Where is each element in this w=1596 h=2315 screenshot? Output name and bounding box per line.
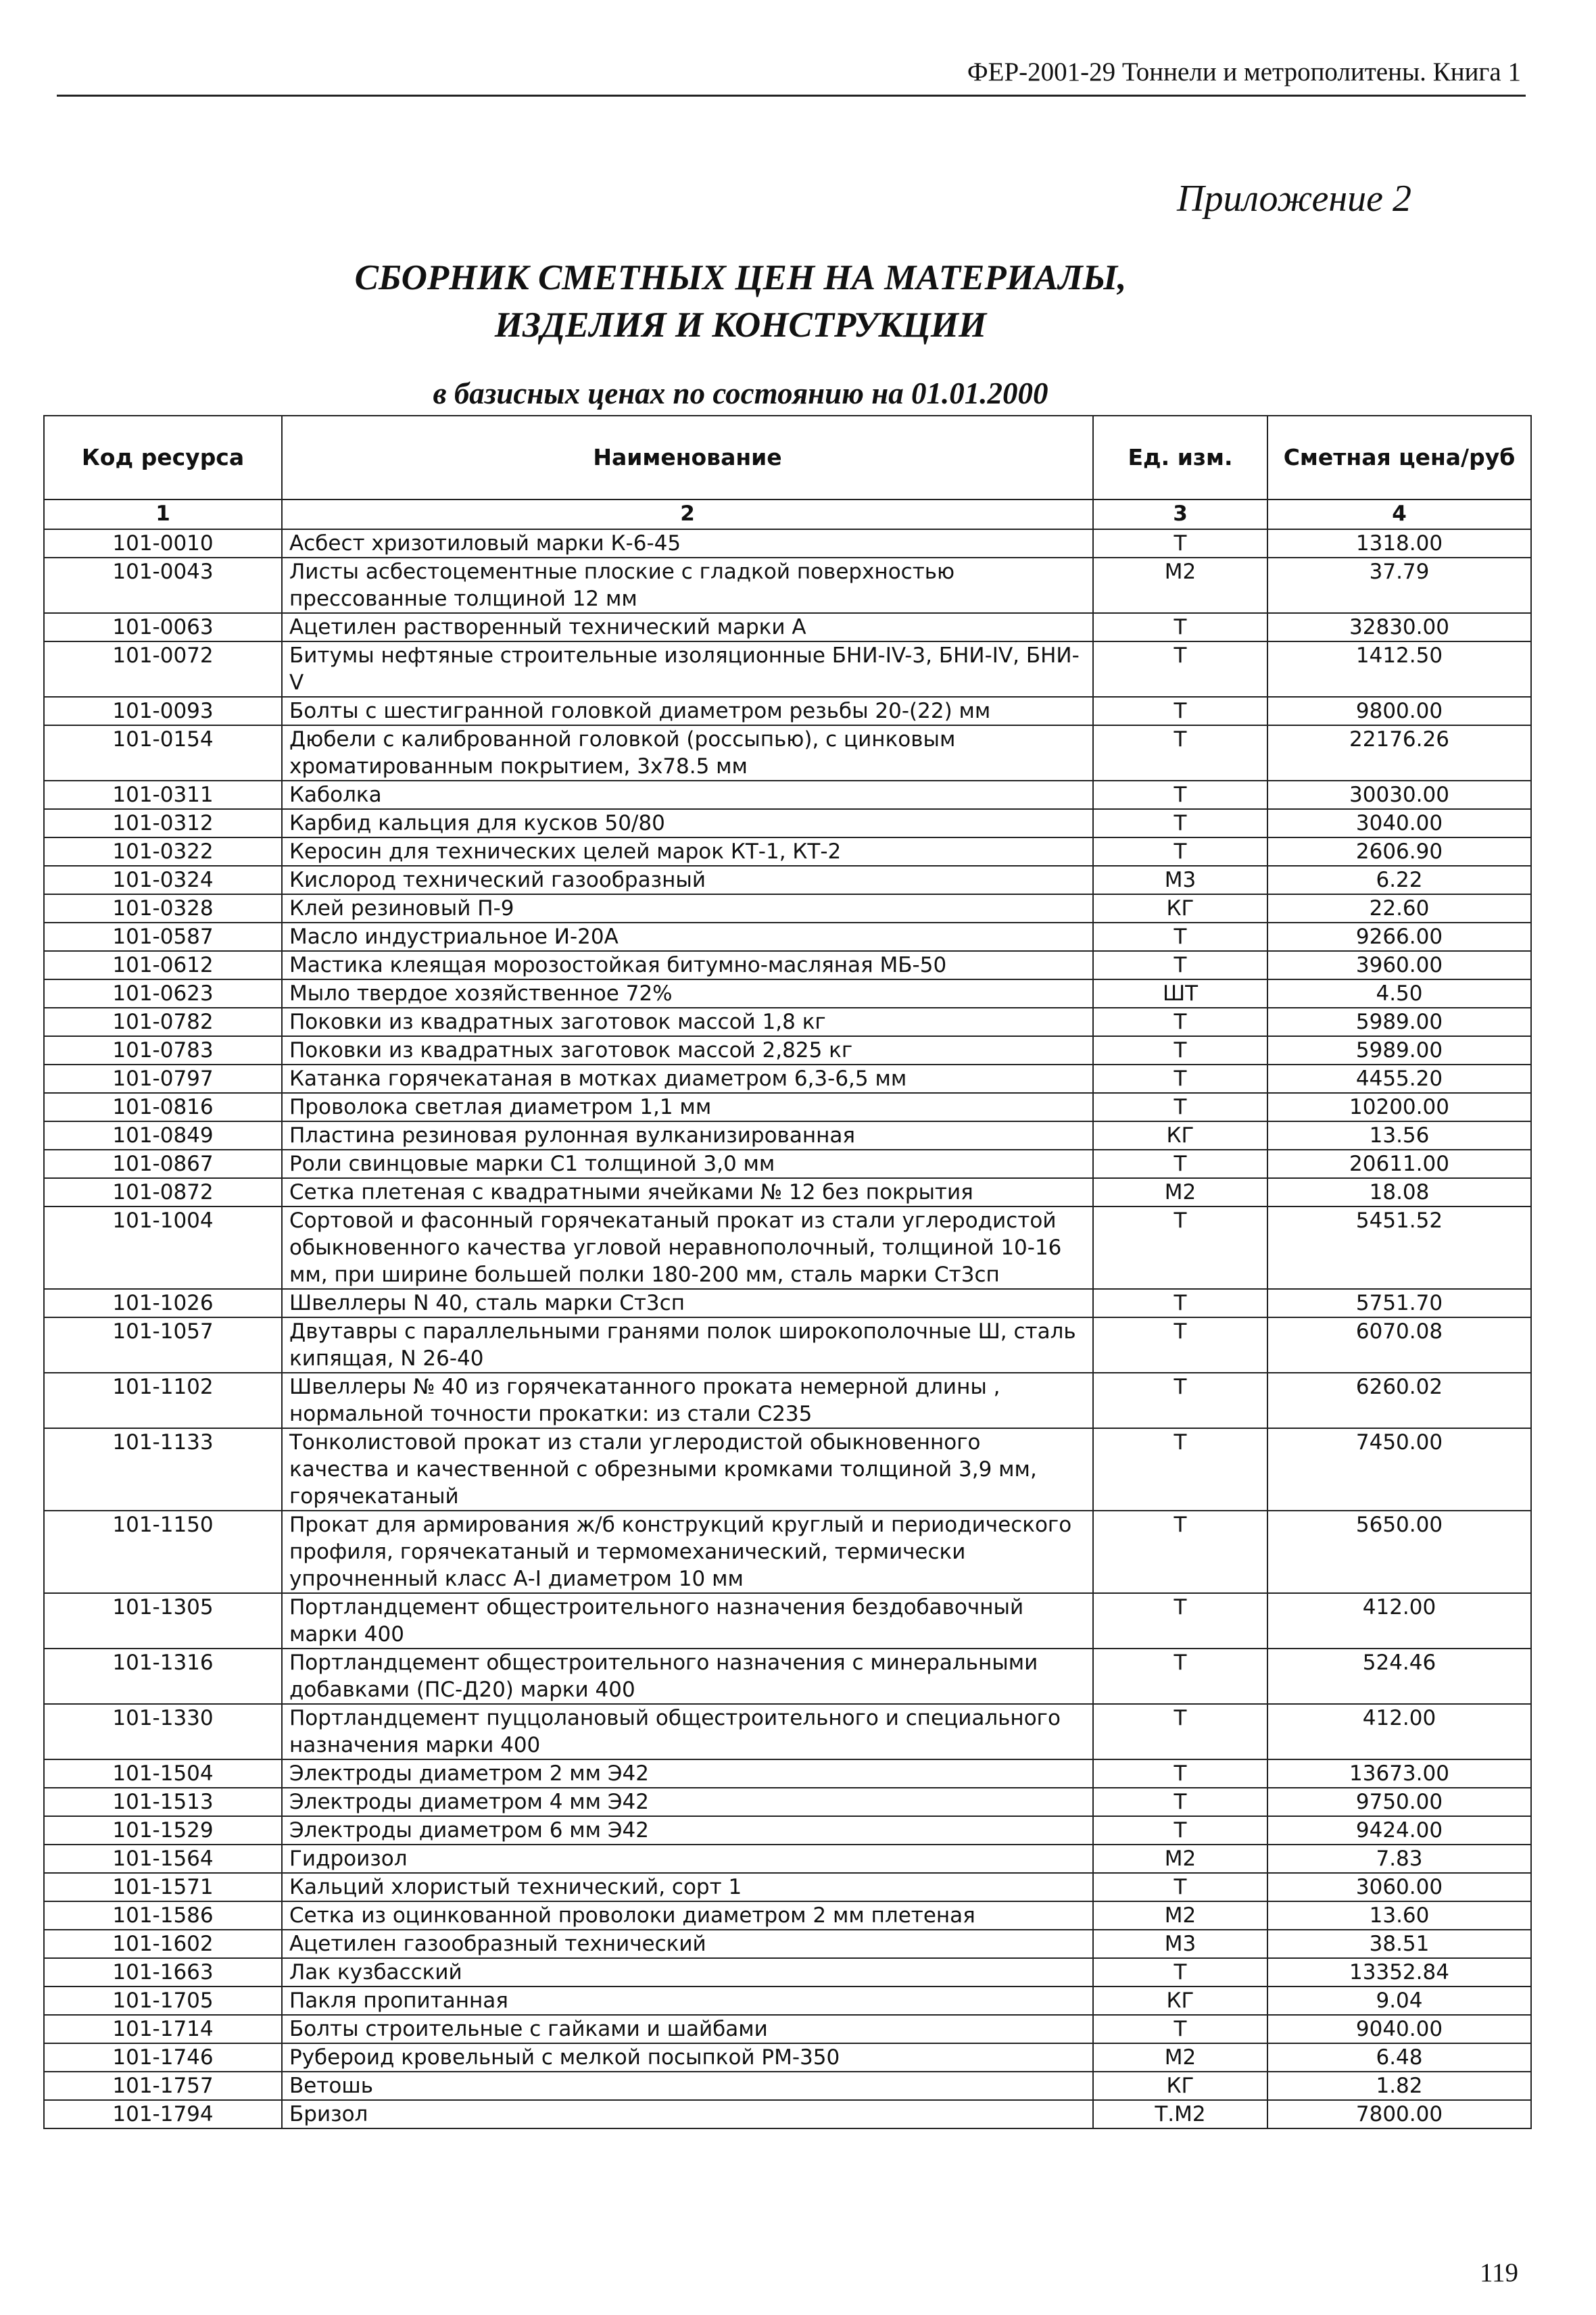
unit-cell: Т	[1093, 2015, 1267, 2043]
name-cell: Мыло твердое хозяйственное 72%	[282, 979, 1093, 1008]
price-cell: 9.04	[1267, 1987, 1531, 2015]
code-cell: 101-0612	[44, 951, 282, 979]
table-row	[44, 1930, 1531, 1958]
price-cell: 10200.00	[1267, 1093, 1531, 1121]
column-number-row	[44, 499, 1531, 529]
name-cell: Клей резиновый П-9	[282, 894, 1093, 923]
table-row	[44, 1150, 1531, 1178]
code-cell: 101-1057	[44, 1317, 282, 1373]
appendix-label: Приложение 2	[1177, 178, 1411, 220]
table-row	[44, 1987, 1531, 2015]
unit-cell: Т	[1093, 1008, 1267, 1036]
table-row	[44, 781, 1531, 809]
price-cell: 9266.00	[1267, 923, 1531, 951]
price-cell: 3960.00	[1267, 951, 1531, 979]
unit-cell: КГ	[1093, 894, 1267, 923]
unit-cell: Т.М2	[1093, 2100, 1267, 2128]
table-row	[44, 894, 1531, 923]
price-cell: 30030.00	[1267, 781, 1531, 809]
name-cell: Кальций хлористый технический, сорт 1	[282, 1873, 1093, 1901]
unit-cell: Т	[1093, 781, 1267, 809]
unit-cell: Т	[1093, 1036, 1267, 1065]
price-cell: 1412.50	[1267, 641, 1531, 697]
name-cell: Рубероид кровельный с мелкой посыпкой РМ-350	[282, 2043, 1093, 2072]
table-row	[44, 1036, 1531, 1065]
price-cell: 6.48	[1267, 2043, 1531, 2072]
unit-cell: Т	[1093, 613, 1267, 641]
name-cell: Дюбели с калиброванной головкой (россыпью), с цинковым хроматированным покрытием, 3х78.5 мм	[282, 725, 1093, 781]
table-row	[44, 1816, 1531, 1845]
column-number: 2	[282, 499, 1093, 529]
name-cell: Пакля пропитанная	[282, 1987, 1093, 2015]
code-cell: 101-0587	[44, 923, 282, 951]
name-cell: Бризол	[282, 2100, 1093, 2128]
price-cell: 5751.70	[1267, 1289, 1531, 1317]
code-cell: 101-0849	[44, 1121, 282, 1150]
table-row	[44, 1759, 1531, 1788]
price-cell: 6.22	[1267, 866, 1531, 894]
table-row	[44, 641, 1531, 697]
unit-cell: М2	[1093, 1178, 1267, 1207]
code-cell: 101-1150	[44, 1511, 282, 1593]
price-cell: 4.50	[1267, 979, 1531, 1008]
header-price: Сметная цена/руб	[1267, 416, 1531, 499]
table-row	[44, 1511, 1531, 1593]
name-cell: Поковки из квадратных заготовок массой 2,825 кг	[282, 1036, 1093, 1065]
header-rule	[57, 95, 1526, 97]
name-cell: Ацетилен растворенный технический марки А	[282, 613, 1093, 641]
price-cell: 13673.00	[1267, 1759, 1531, 1788]
name-cell: Ацетилен газообразный технический	[282, 1930, 1093, 1958]
table-row	[44, 529, 1531, 558]
name-cell: Сетка из оцинкованной проволоки диаметром 2 мм плетеная	[282, 1901, 1093, 1930]
unit-cell: Т	[1093, 1958, 1267, 1987]
table-row	[44, 2072, 1531, 2100]
unit-cell: КГ	[1093, 1987, 1267, 2015]
code-cell: 101-0623	[44, 979, 282, 1008]
table-row	[44, 923, 1531, 951]
code-cell: 101-1330	[44, 1704, 282, 1759]
unit-cell: Т	[1093, 641, 1267, 697]
unit-cell: Т	[1093, 697, 1267, 725]
price-cell: 6070.08	[1267, 1317, 1531, 1373]
table-row	[44, 1958, 1531, 1987]
price-cell: 37.79	[1267, 558, 1531, 613]
name-cell: Тонколистовой прокат из стали углеродистой обыкновенного качества и качественной с обрезными кромками толщиной 3,9 мм, горячекатаный	[282, 1428, 1093, 1511]
code-cell: 101-0782	[44, 1008, 282, 1036]
table-row	[44, 1178, 1531, 1207]
name-cell: Битумы нефтяные строительные изоляционные БНИ-IV-3, БНИ-IV, БНИ-V	[282, 641, 1093, 697]
code-cell: 101-0093	[44, 697, 282, 725]
name-cell: Болты с шестигранной головкой диаметром резьбы 20-(22) мм	[282, 697, 1093, 725]
price-cell: 18.08	[1267, 1178, 1531, 1207]
code-cell: 101-1757	[44, 2072, 282, 2100]
code-cell: 101-0043	[44, 558, 282, 613]
name-cell: Кислород технический газообразный	[282, 866, 1093, 894]
column-number: 3	[1093, 499, 1267, 529]
code-cell: 101-1746	[44, 2043, 282, 2072]
price-cell: 524.46	[1267, 1649, 1531, 1704]
unit-cell: М3	[1093, 866, 1267, 894]
name-cell: Проволока светлая диаметром 1,1 мм	[282, 1093, 1093, 1121]
table-row	[44, 1121, 1531, 1150]
name-cell: Швеллеры № 40 из горячекатанного проката немерной длины , нормальной точности прокатки: из стали С235	[282, 1373, 1093, 1428]
unit-cell: Т	[1093, 1428, 1267, 1511]
unit-cell: Т	[1093, 1373, 1267, 1428]
unit-cell: Т	[1093, 1289, 1267, 1317]
name-cell: Сетка плетеная с квадратными ячейками № 12 без покрытия	[282, 1178, 1093, 1207]
header-unit: Ед. изм.	[1093, 416, 1267, 499]
document-subtitle: в базисных ценах по состоянию на 01.01.2000	[433, 376, 1048, 410]
code-cell: 101-1513	[44, 1788, 282, 1816]
table-row	[44, 1788, 1531, 1816]
unit-cell: Т	[1093, 923, 1267, 951]
table-row	[44, 1289, 1531, 1317]
code-cell: 101-1705	[44, 1987, 282, 2015]
code-cell: 101-1714	[44, 2015, 282, 2043]
table-row	[44, 979, 1531, 1008]
unit-cell: М2	[1093, 558, 1267, 613]
price-cell: 22.60	[1267, 894, 1531, 923]
header-name: Наименование	[282, 416, 1093, 499]
code-cell: 101-1004	[44, 1207, 282, 1289]
code-cell: 101-0783	[44, 1036, 282, 1065]
table-row	[44, 1649, 1531, 1704]
column-number: 4	[1267, 499, 1531, 529]
code-cell: 101-0867	[44, 1150, 282, 1178]
running-header: ФЕР-2001-29 Тоннели и метрополитены. Книга 1	[967, 57, 1521, 87]
name-cell: Портландцемент общестроительного назначения бездобавочный марки 400	[282, 1593, 1093, 1649]
table-body	[44, 529, 1531, 2128]
code-cell: 101-0324	[44, 866, 282, 894]
code-cell: 101-1571	[44, 1873, 282, 1901]
table-row	[44, 951, 1531, 979]
name-cell: Портландцемент пуццолановый общестроительного и специального назначения марки 400	[282, 1704, 1093, 1759]
code-cell: 101-1316	[44, 1649, 282, 1704]
price-cell: 5650.00	[1267, 1511, 1531, 1593]
name-cell: Сортовой и фасонный горячекатаный прокат из стали углеродистой обыкновенного качества угловой неравнополочный, толщиной 10-16 мм, при ширине большей полки 180-200 мм, сталь марки Ст3сп	[282, 1207, 1093, 1289]
name-cell: Масло индустриальное И-20А	[282, 923, 1093, 951]
code-cell: 101-0312	[44, 809, 282, 837]
unit-cell: Т	[1093, 1317, 1267, 1373]
price-cell: 412.00	[1267, 1593, 1531, 1649]
price-cell: 38.51	[1267, 1930, 1531, 1958]
price-table	[43, 415, 1532, 2129]
name-cell: Двутавры с параллельными гранями полок широкополочные Ш, сталь кипящая, N 26-40	[282, 1317, 1093, 1373]
price-cell: 9750.00	[1267, 1788, 1531, 1816]
table-row	[44, 837, 1531, 866]
unit-cell: Т	[1093, 1649, 1267, 1704]
unit-cell: М2	[1093, 1901, 1267, 1930]
unit-cell: М3	[1093, 1930, 1267, 1958]
table-row	[44, 1317, 1531, 1373]
unit-cell: Т	[1093, 951, 1267, 979]
price-cell: 1.82	[1267, 2072, 1531, 2100]
table-row	[44, 1428, 1531, 1511]
table-row	[44, 558, 1531, 613]
price-cell: 20611.00	[1267, 1150, 1531, 1178]
unit-cell: Т	[1093, 1816, 1267, 1845]
code-cell: 101-1586	[44, 1901, 282, 1930]
unit-cell: Т	[1093, 725, 1267, 781]
price-cell: 7450.00	[1267, 1428, 1531, 1511]
code-cell: 101-0322	[44, 837, 282, 866]
name-cell: Листы асбестоцементные плоские с гладкой поверхностью прессованные толщиной 12 мм	[282, 558, 1093, 613]
price-cell: 6260.02	[1267, 1373, 1531, 1428]
unit-cell: Т	[1093, 837, 1267, 866]
table-row	[44, 1845, 1531, 1873]
name-cell: Пластина резиновая рулонная вулканизированная	[282, 1121, 1093, 1150]
name-cell: Мастика клеящая морозостойкая битумно-масляная МБ-50	[282, 951, 1093, 979]
table-row	[44, 613, 1531, 641]
name-cell: Швеллеры N 40, сталь марки Ст3сп	[282, 1289, 1093, 1317]
code-cell: 101-0328	[44, 894, 282, 923]
name-cell: Электроды диаметром 4 мм Э42	[282, 1788, 1093, 1816]
column-number: 1	[44, 499, 282, 529]
table-row	[44, 2043, 1531, 2072]
price-cell: 9424.00	[1267, 1816, 1531, 1845]
name-cell: Ветошь	[282, 2072, 1093, 2100]
code-cell: 101-1504	[44, 1759, 282, 1788]
price-cell: 4455.20	[1267, 1065, 1531, 1093]
table-row	[44, 1207, 1531, 1289]
price-cell: 7800.00	[1267, 2100, 1531, 2128]
price-cell: 5989.00	[1267, 1036, 1531, 1065]
code-cell: 101-1133	[44, 1428, 282, 1511]
table-row	[44, 1873, 1531, 1901]
price-cell: 5451.52	[1267, 1207, 1531, 1289]
price-cell: 9040.00	[1267, 2015, 1531, 2043]
header-code: Код ресурса	[44, 416, 282, 499]
price-cell: 3040.00	[1267, 809, 1531, 837]
table-row	[44, 1093, 1531, 1121]
table-row	[44, 809, 1531, 837]
name-cell: Роли свинцовые марки С1 толщиной 3,0 мм	[282, 1150, 1093, 1178]
unit-cell: Т	[1093, 809, 1267, 837]
code-cell: 101-0063	[44, 613, 282, 641]
price-cell: 13.56	[1267, 1121, 1531, 1150]
code-cell: 101-0872	[44, 1178, 282, 1207]
name-cell: Катанка горячекатаная в мотках диаметром 6,3-6,5 мм	[282, 1065, 1093, 1093]
code-cell: 101-0797	[44, 1065, 282, 1093]
table-row	[44, 1373, 1531, 1428]
unit-cell: Т	[1093, 1093, 1267, 1121]
name-cell: Электроды диаметром 2 мм Э42	[282, 1759, 1093, 1788]
table-row	[44, 725, 1531, 781]
code-cell: 101-0010	[44, 529, 282, 558]
price-cell: 412.00	[1267, 1704, 1531, 1759]
code-cell: 101-1102	[44, 1373, 282, 1428]
name-cell: Лак кузбасский	[282, 1958, 1093, 1987]
table-row	[44, 1901, 1531, 1930]
table-header-row	[44, 416, 1531, 499]
code-cell: 101-0154	[44, 725, 282, 781]
table-row	[44, 1593, 1531, 1649]
document-title-line-1: СБОРНИК СМЕТНЫХ ЦЕН НА МАТЕРИАЛЫ,	[354, 258, 1127, 297]
name-cell: Карбид кальция для кусков 50/80	[282, 809, 1093, 837]
price-cell: 22176.26	[1267, 725, 1531, 781]
unit-cell: Т	[1093, 1788, 1267, 1816]
code-cell: 101-0072	[44, 641, 282, 697]
name-cell: Каболка	[282, 781, 1093, 809]
code-cell: 101-1794	[44, 2100, 282, 2128]
unit-cell: Т	[1093, 1065, 1267, 1093]
unit-cell: М2	[1093, 1845, 1267, 1873]
unit-cell: Т	[1093, 1593, 1267, 1649]
unit-cell: Т	[1093, 529, 1267, 558]
price-cell: 1318.00	[1267, 529, 1531, 558]
name-cell: Поковки из квадратных заготовок массой 1,8 кг	[282, 1008, 1093, 1036]
code-cell: 101-1663	[44, 1958, 282, 1987]
code-cell: 101-0311	[44, 781, 282, 809]
code-cell: 101-1305	[44, 1593, 282, 1649]
unit-cell: ШТ	[1093, 979, 1267, 1008]
price-cell: 7.83	[1267, 1845, 1531, 1873]
price-cell: 3060.00	[1267, 1873, 1531, 1901]
table-row	[44, 2015, 1531, 2043]
price-cell: 5989.00	[1267, 1008, 1531, 1036]
code-cell: 101-1602	[44, 1930, 282, 1958]
code-cell: 101-1529	[44, 1816, 282, 1845]
name-cell: Асбест хризотиловый марки К-6-45	[282, 529, 1093, 558]
unit-cell: Т	[1093, 1150, 1267, 1178]
document-title-line-2: ИЗДЕЛИЯ И КОНСТРУКЦИИ	[494, 306, 987, 345]
table-row	[44, 2100, 1531, 2128]
name-cell: Электроды диаметром 6 мм Э42	[282, 1816, 1093, 1845]
page-number: 119	[1479, 2258, 1518, 2287]
unit-cell: Т	[1093, 1511, 1267, 1593]
unit-cell: Т	[1093, 1704, 1267, 1759]
name-cell: Портландцемент общестроительного назначения с минеральными добавками (ПС-Д20) марки 400	[282, 1649, 1093, 1704]
code-cell: 101-1564	[44, 1845, 282, 1873]
name-cell: Гидроизол	[282, 1845, 1093, 1873]
unit-cell: Т	[1093, 1759, 1267, 1788]
name-cell: Керосин для технических целей марок КТ-1, КТ-2	[282, 837, 1093, 866]
table-row	[44, 866, 1531, 894]
unit-cell: Т	[1093, 1207, 1267, 1289]
name-cell: Прокат для армирования ж/б конструкций круглый и периодического профиля, горячекатаный и термомеханический, термически упрочненный класс А-I диаметром 10 мм	[282, 1511, 1093, 1593]
price-cell: 13.60	[1267, 1901, 1531, 1930]
code-cell: 101-1026	[44, 1289, 282, 1317]
price-cell: 32830.00	[1267, 613, 1531, 641]
unit-cell: М2	[1093, 2043, 1267, 2072]
name-cell: Болты строительные с гайками и шайбами	[282, 2015, 1093, 2043]
unit-cell: КГ	[1093, 1121, 1267, 1150]
table-row	[44, 1704, 1531, 1759]
price-cell: 2606.90	[1267, 837, 1531, 866]
table-row	[44, 1008, 1531, 1036]
price-cell: 9800.00	[1267, 697, 1531, 725]
document-title	[0, 254, 1596, 349]
unit-cell: КГ	[1093, 2072, 1267, 2100]
table-row	[44, 1065, 1531, 1093]
unit-cell: Т	[1093, 1873, 1267, 1901]
table-row	[44, 697, 1531, 725]
code-cell: 101-0816	[44, 1093, 282, 1121]
price-cell: 13352.84	[1267, 1958, 1531, 1987]
